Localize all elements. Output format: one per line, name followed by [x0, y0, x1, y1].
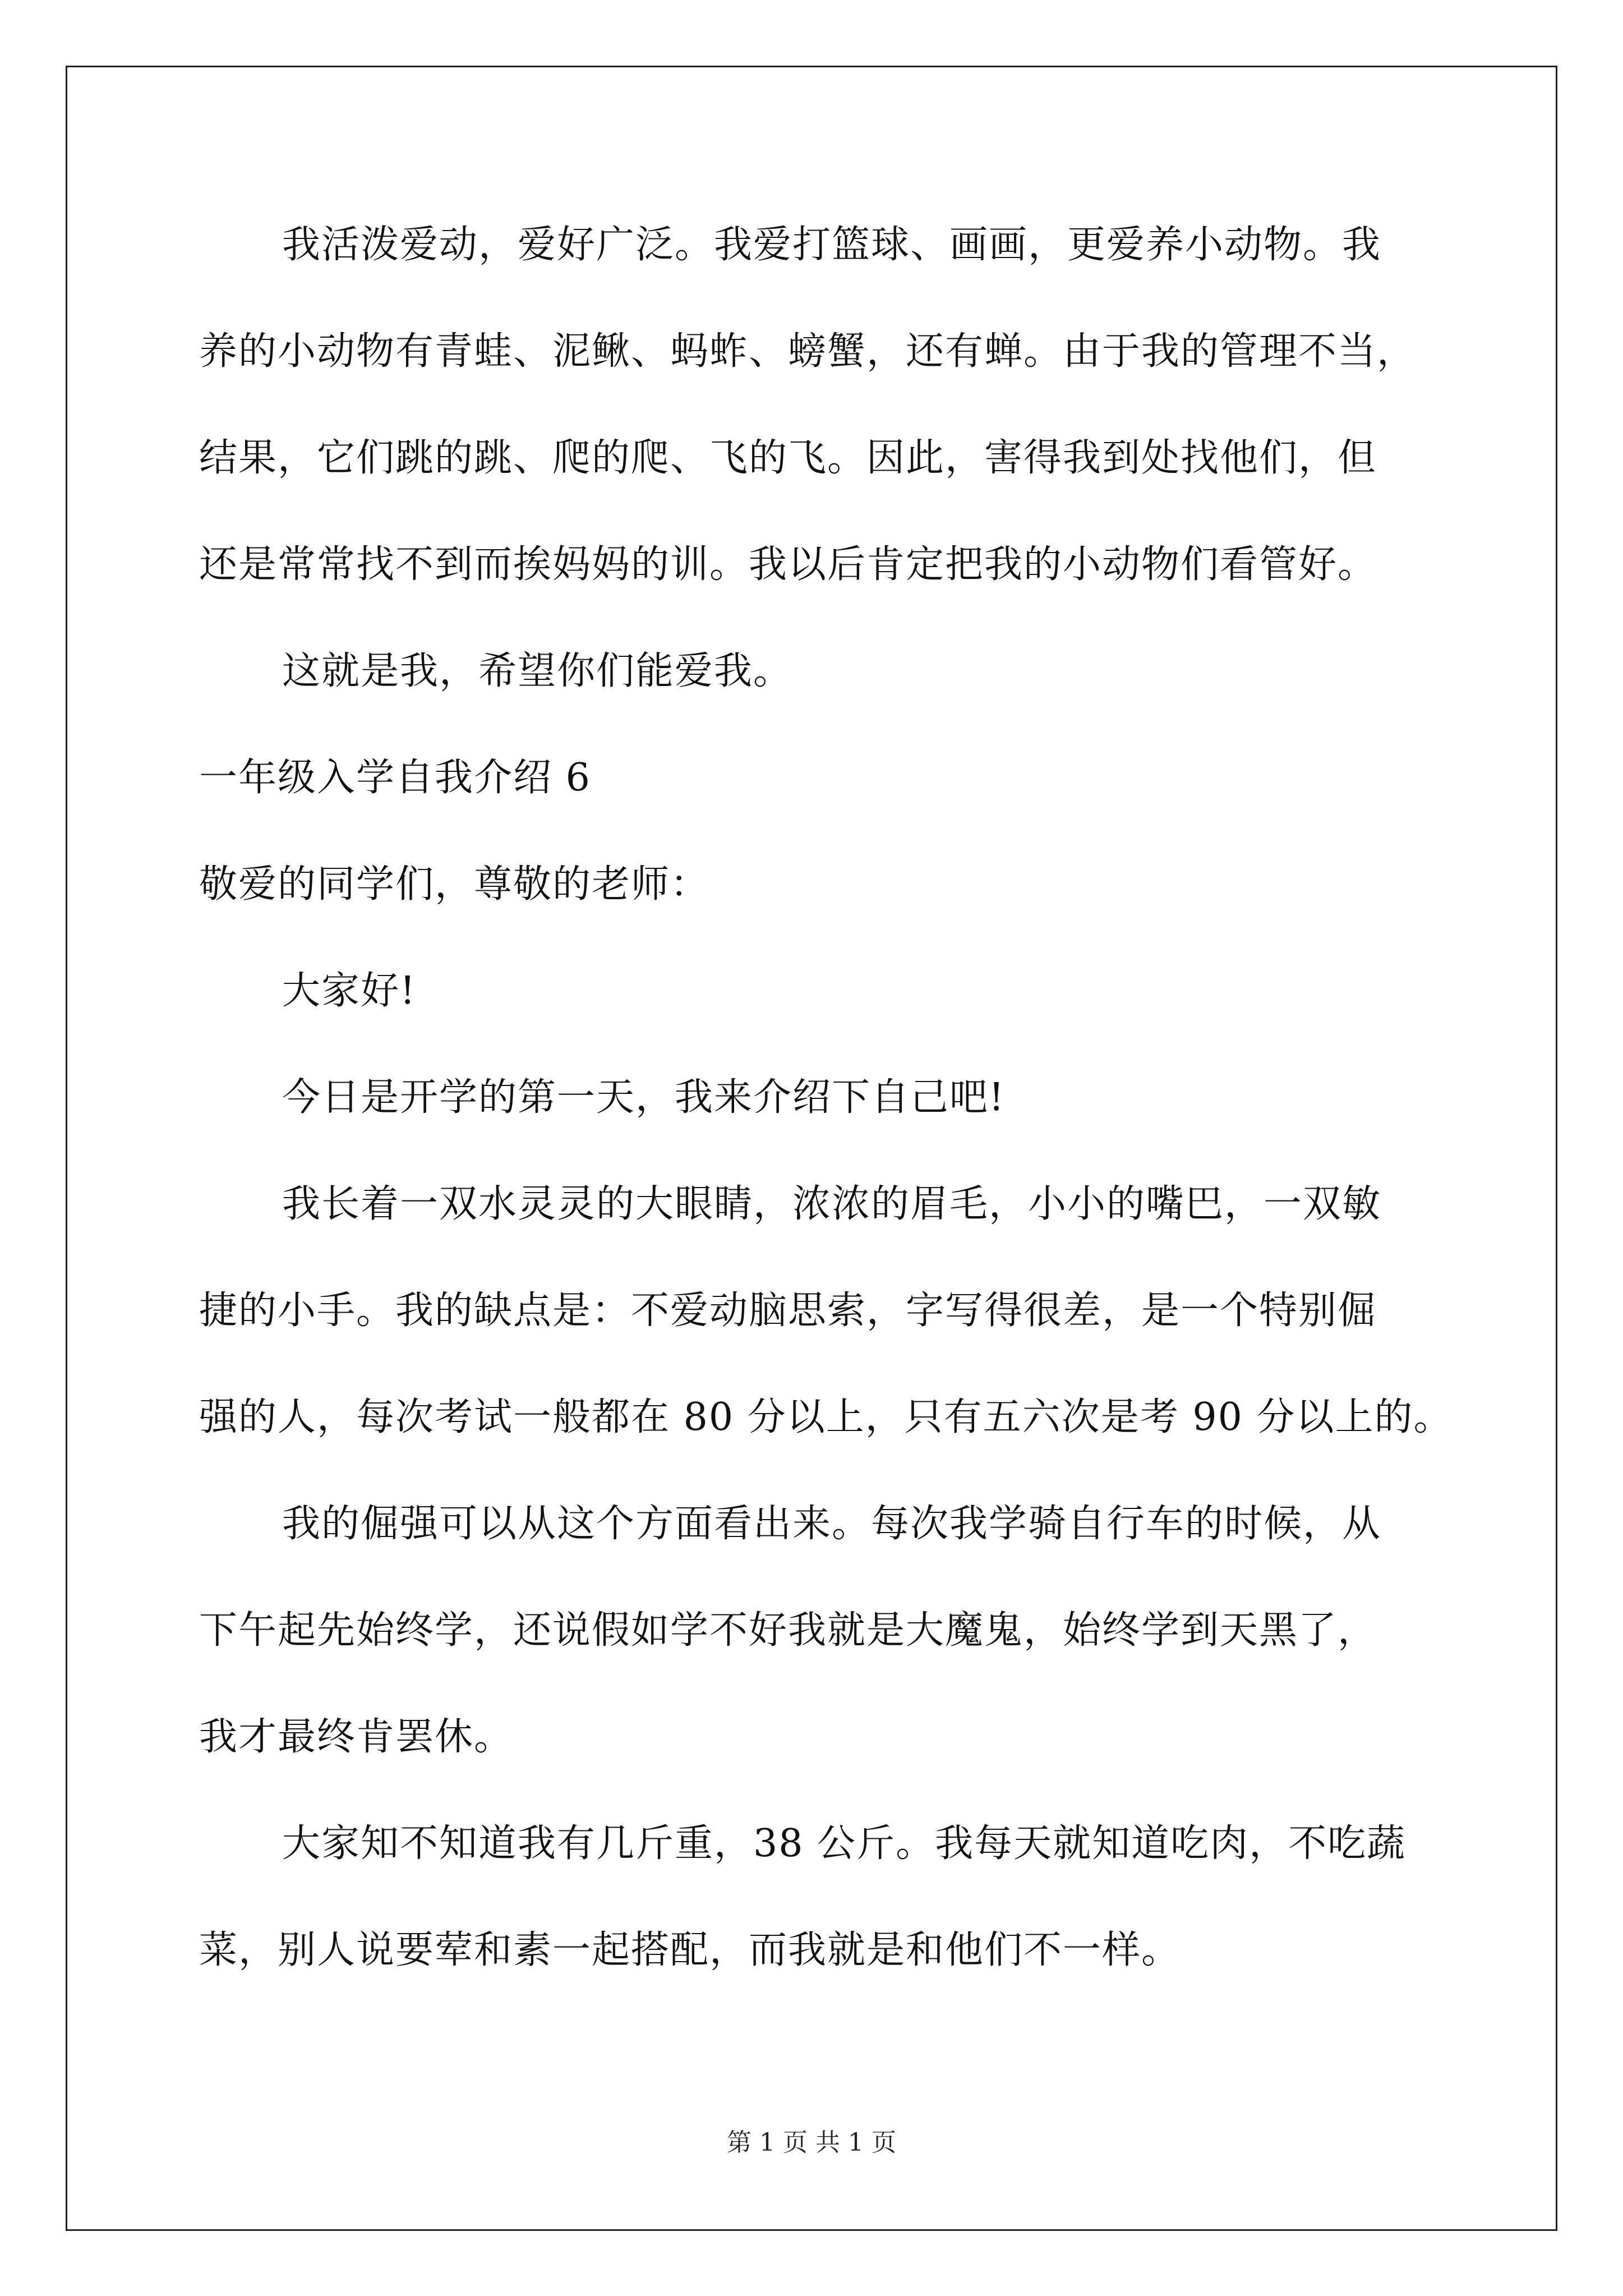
greeting: 大家好!: [282, 969, 417, 1013]
paragraph-line: 下午起先始终学，还说假如学不好我就是大魔鬼，始终学到天黑了，: [199, 1608, 1377, 1653]
paragraph-line: 养的小动物有青蛙、泥鳅、蚂蚱、螃蟹，还有蝉。由于我的管理不当，: [199, 329, 1417, 374]
paragraph-line: 我长着一双水灵灵的大眼睛，浓浓的眉毛，小小的嘴巴，一双敏: [282, 1182, 1382, 1226]
paragraph-line: 这就是我，希望你们能爱我。: [282, 649, 793, 693]
page-number: 第 1 页 共 1 页: [727, 2128, 896, 2157]
paragraph-line: 大家知不知道我有几斤重，38 公斤。我每天就知道吃肉，不吃蔬: [282, 1821, 1407, 1866]
paragraph-line: 今日是开学的第一天，我来介绍下自己吧!: [282, 1075, 1006, 1120]
paragraph-line: 还是常常找不到而挨妈妈的训。我以后肯定把我的小动物们看管好。: [199, 542, 1377, 587]
section-heading: 一年级入学自我介绍 6: [199, 756, 591, 800]
paragraph-line: 我活泼爱动，爱好广泛。我爱打篮球、画画，更爱养小动物。我: [282, 223, 1382, 267]
paragraph-line: 我的倔强可以从这个方面看出来。每次我学骑自行车的时候，从: [282, 1502, 1382, 1546]
page-border: [66, 66, 1557, 2231]
paragraph-line: 结果，它们跳的跳、爬的爬、飞的飞。因此，害得我到处找他们，但: [199, 436, 1377, 480]
paragraph-line: 菜，别人说要荤和素一起搭配，而我就是和他们不一样。: [199, 1928, 1181, 1972]
paragraph-line: 我才最终肯罢休。: [199, 1715, 514, 1759]
salutation: 敬爱的同学们，尊敬的老师：: [199, 862, 710, 907]
paragraph-line: 强的人，每次考试一般都在 80 分以上，只有五六次是考 90 分以上的。: [199, 1395, 1453, 1439]
paragraph-line: 捷的小手。我的缺点是：不爱动脑思索，字写得很差，是一个特别倔: [199, 1289, 1377, 1333]
